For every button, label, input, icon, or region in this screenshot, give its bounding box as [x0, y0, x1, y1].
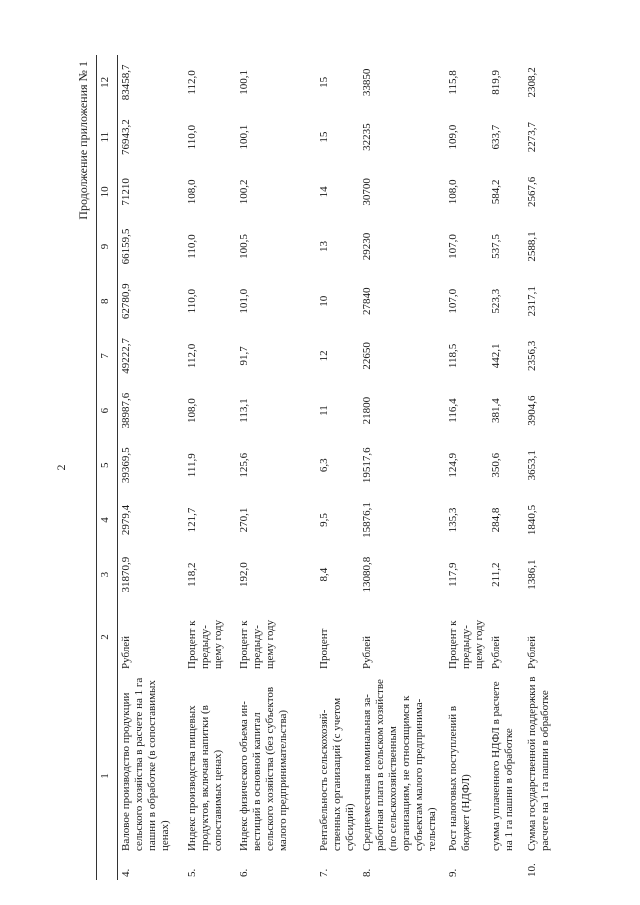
column-number: 6 [97, 383, 118, 438]
table-row [488, 55, 524, 880]
column-number: 4 [97, 493, 118, 548]
unit-cell: Рублей [360, 635, 373, 669]
value-cell: 111,9 [185, 453, 198, 478]
value-cell: 49222,7 [120, 338, 132, 374]
row-number: 4. [120, 868, 132, 877]
value-cell: 33850 [360, 68, 373, 97]
value-cell: 83458,7 [120, 64, 132, 101]
value-cell: 108,0 [446, 179, 459, 205]
table-row [236, 55, 316, 880]
value-cell: 2273,7 [525, 122, 538, 153]
indicator-name: Индекс производства пищевых продуктов, включая напитки (в сопоставимых ценах) [185, 705, 224, 851]
value-cell: 91,7 [237, 346, 250, 366]
unit-cell: Процент [317, 628, 330, 669]
row-number: 7. [317, 868, 330, 877]
table-row [445, 55, 488, 880]
value-cell: 584,2 [489, 179, 502, 205]
continuation-heading: Продолжение приложения № 1 [76, 61, 90, 220]
value-cell: 107,0 [446, 234, 459, 259]
value-cell: 14 [317, 186, 330, 198]
value-cell: 32235 [360, 123, 373, 151]
unit-cell: Рублей [525, 635, 538, 669]
row-number: 6. [237, 868, 250, 877]
value-cell: 284,8 [489, 507, 502, 533]
value-cell: 2979,4 [120, 504, 132, 536]
value-cell: 100,1 [237, 124, 250, 150]
value-cell: 22650 [360, 342, 373, 370]
value-cell: 2317,1 [525, 286, 538, 317]
value-cell: 270,1 [237, 507, 250, 533]
unit-cell: Рублей [120, 635, 132, 669]
value-cell: 211,2 [489, 562, 502, 587]
value-cell: 110,0 [185, 124, 198, 150]
value-cell: 1386,1 [525, 559, 538, 590]
unit-cell: Рублей [489, 635, 502, 669]
value-cell: 819,9 [489, 70, 502, 95]
column-number: 8 [97, 274, 118, 329]
value-cell: 71210 [120, 178, 132, 206]
value-cell: 39369,5 [120, 447, 132, 484]
value-cell: 19517,6 [360, 447, 373, 484]
value-cell: 100,1 [237, 70, 250, 95]
column-number: 1 [97, 672, 118, 880]
value-cell: 117,9 [446, 562, 459, 587]
value-cell: 113,1 [237, 398, 250, 423]
column-number: 7 [97, 329, 118, 384]
indicator-name: Валовое производство продукции сельского хозяйства в расчете на 1 га пашни в обработке (в сопоставимых ценах) [120, 677, 171, 851]
value-cell: 100,2 [237, 179, 250, 205]
value-cell: 442,1 [489, 343, 502, 369]
indicator-name: Сумма государственной поддержки в расчете на 1 га пашни в обработке [525, 676, 551, 851]
value-cell: 633,7 [489, 124, 502, 150]
value-cell: 124,9 [446, 452, 459, 478]
value-cell: 108,0 [185, 179, 198, 205]
value-cell: 10 [317, 295, 330, 307]
page-number: 2 [54, 464, 68, 471]
value-cell: 15 [317, 76, 330, 88]
value-cell: 192,0 [237, 562, 250, 588]
value-cell: 523,3 [489, 288, 502, 314]
value-cell: 3904,6 [525, 395, 538, 426]
column-number: 10 [97, 164, 118, 219]
table-row [524, 55, 578, 880]
row-number: 10. [525, 863, 538, 877]
value-cell: 381,4 [489, 398, 502, 423]
column-number: 9 [97, 219, 118, 274]
value-cell: 62780,9 [120, 283, 132, 320]
row-number: 5. [185, 868, 198, 877]
column-number: 11 [97, 110, 118, 165]
value-cell: 101,0 [237, 288, 250, 314]
row-number: 8. [360, 868, 373, 877]
indicator-name: сумма уплаченного НДФЛ в расчете на 1 га пашни в обработке [489, 681, 515, 851]
indicators-table [96, 55, 578, 880]
column-number-row [97, 55, 118, 880]
value-cell: 118,2 [185, 562, 198, 587]
rotated-content [52, 55, 572, 880]
value-cell: 66159,5 [120, 228, 132, 265]
value-cell: 13 [317, 241, 330, 253]
value-cell: 108,0 [185, 398, 198, 423]
value-cell: 15876,1 [360, 502, 373, 538]
value-cell: 100,5 [237, 234, 250, 259]
value-cell: 15 [317, 131, 330, 143]
value-cell: 30700 [360, 178, 373, 206]
column-number: 2 [97, 602, 118, 672]
value-cell: 8,4 [317, 567, 330, 582]
row-number: 9. [446, 868, 459, 877]
value-cell: 76943,2 [120, 119, 132, 156]
value-cell: 3653,1 [525, 450, 538, 481]
value-cell: 13080,8 [360, 556, 373, 593]
value-cell: 135,3 [446, 507, 459, 533]
value-cell: 11 [317, 405, 330, 416]
indicator-name: Среднемесячная номинальная заработная плата в сельском хозяйстве (по сельскохозяйственным организациям, не относящимся к субъектам малого предпринимательства) [360, 679, 438, 851]
value-cell: 110,0 [185, 234, 198, 259]
unit-cell: Процент к предыдущему году [185, 619, 224, 669]
value-cell: 350,6 [489, 452, 502, 478]
value-cell: 9,5 [317, 513, 330, 527]
table-row [316, 55, 359, 880]
table-row [118, 55, 184, 880]
value-cell: 2567,6 [525, 176, 538, 207]
value-cell: 27840 [360, 287, 373, 315]
table-row [184, 55, 236, 880]
indicator-name: Рост налоговых поступлений в бюджет (НДФЛ) [446, 705, 472, 851]
value-cell: 12 [317, 350, 330, 362]
value-cell: 29230 [360, 232, 373, 261]
value-cell: 110,0 [185, 289, 198, 314]
column-number: 12 [97, 55, 118, 110]
value-cell: 31870,9 [120, 556, 132, 593]
value-cell: 121,7 [185, 507, 198, 533]
value-cell: 112,0 [185, 343, 198, 369]
column-number: 3 [97, 547, 118, 602]
value-cell: 116,4 [446, 398, 459, 423]
table-row [359, 55, 445, 880]
value-cell: 38987,6 [120, 392, 132, 429]
value-cell: 118,5 [446, 343, 459, 369]
value-cell: 6,3 [317, 458, 330, 473]
indicator-name: Индекс физического объема инвестиций в основной капитал сельского хозяйства (без субъектов малого предпринимательства) [237, 686, 289, 851]
value-cell: 112,0 [185, 70, 198, 95]
indicator-name: Рентабельность сельскохозяйственных организаций (с учетом субсидий) [317, 697, 356, 851]
value-cell: 115,8 [446, 70, 459, 95]
value-cell: 1840,5 [525, 504, 538, 536]
value-cell: 537,5 [489, 234, 502, 259]
value-cell: 107,0 [446, 288, 459, 314]
unit-cell: Процент к предыдущему году [446, 619, 485, 669]
value-cell: 21800 [360, 396, 373, 425]
row-number [488, 854, 524, 880]
unit-cell: Процент к предыдущему году [237, 619, 276, 669]
value-cell: 2356,3 [525, 340, 538, 372]
value-cell: 125,6 [237, 452, 250, 478]
value-cell: 2588,1 [525, 231, 538, 262]
value-cell: 109,0 [446, 124, 459, 150]
column-number: 5 [97, 438, 118, 493]
value-cell: 2308,2 [525, 67, 538, 98]
